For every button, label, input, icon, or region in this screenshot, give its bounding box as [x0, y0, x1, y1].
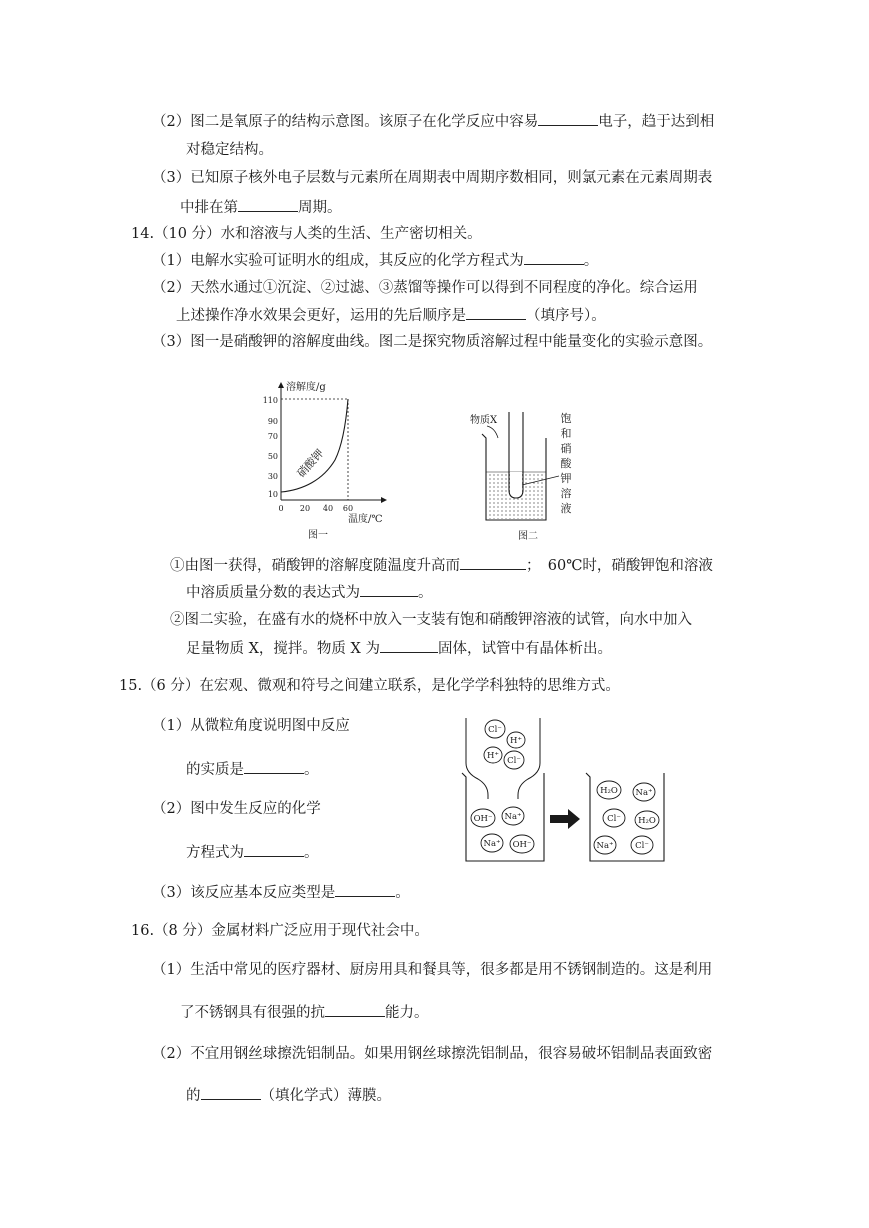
y-axis-label: 溶解度/g	[286, 382, 326, 393]
ion-label: H⁺	[510, 736, 522, 746]
figure-caption: 图二	[518, 531, 538, 542]
q15-part2-line2: 方程式为 。	[186, 845, 319, 861]
solution-label-char: 溶	[560, 487, 572, 500]
solution-label-char: 酸	[560, 457, 572, 470]
answer-blank[interactable]	[335, 883, 395, 897]
x-tick: 20	[299, 504, 311, 513]
ion-label: Cl⁻	[488, 725, 502, 735]
answer-blank[interactable]	[460, 556, 526, 570]
q16-part1-line1: （1）生活中常见的医疗器材、厨房用具和餐具等，很多都是用不锈钢制造的。这是利用	[152, 962, 713, 978]
x-axis-label: 温度/℃	[348, 514, 383, 525]
y-tick: 50	[267, 452, 278, 461]
answer-blank[interactable]	[244, 843, 304, 857]
ion-label: OH⁻	[473, 814, 493, 824]
q14-sub1-line2: 中溶质质量分数的表达式为 。	[186, 585, 433, 601]
solubility-curve-figure	[258, 378, 398, 543]
ion-label: H⁺	[487, 751, 499, 761]
answer-blank[interactable]	[360, 583, 418, 597]
tube-inner	[510, 472, 522, 496]
pointer-arrow	[487, 426, 498, 438]
q15-part1-line2: 的实质是 。	[186, 762, 319, 778]
q16-title: 16.（8 分）金属材料广泛应用于现代社会中。	[131, 923, 429, 939]
q15-part2-line1: （2）图中发生反应的化学	[152, 801, 321, 817]
x-tick: 40	[322, 504, 334, 513]
solution-label-char: 和	[560, 427, 572, 440]
solution-label-char: 硝	[560, 442, 572, 455]
q14-part1: （1）电解水实验可证明水的组成，其反应的化学方程式为 。	[152, 253, 599, 269]
answer-blank[interactable]	[238, 198, 298, 212]
q14-sub2-line1: ②图二实验，在盛有水的烧杯中放入一支装有饱和硝酸钾溶液的试管，向水中加入	[170, 612, 692, 628]
q14-title: 14.（10 分）水和溶液与人类的生活、生产密切相关。	[131, 226, 482, 242]
neutralization-particle-figure	[458, 715, 678, 865]
q14-part2-line1: （2）天然水通过①沉淀、②过滤、③蒸馏等操作可以得到不同程度的净化。综合运用	[152, 280, 698, 296]
q15-part3: （3）该反应基本反应类型是 。	[152, 885, 410, 901]
solution-label-char: 钾	[560, 472, 572, 485]
q16-part2-line2: 的 （填化学式）薄膜。	[186, 1088, 391, 1104]
answer-blank[interactable]	[538, 112, 598, 126]
curve-label: 硝酸钾	[294, 446, 327, 481]
solution-label-char: 液	[560, 502, 572, 515]
q14-part2-line2: 上述操作净水效果会更好，运用的先后顺序是 （填序号）。	[176, 308, 606, 324]
q16-part1-line2: 了不锈钢具有很强的抗 能力。	[180, 1005, 429, 1021]
answer-blank[interactable]	[325, 1003, 385, 1017]
answer-blank[interactable]	[524, 251, 584, 265]
solubility-curve	[281, 399, 348, 492]
solution-label-char: 饱	[560, 412, 572, 425]
q13-part3-line2: 中排在第 周期。	[180, 200, 342, 216]
ion-label: OH⁻	[512, 840, 532, 850]
ion-label: Cl⁻	[635, 841, 649, 851]
q15-title: 15.（6 分）在宏观、微观和符号之间建立联系，是化学学科独特的思维方式。	[119, 678, 620, 694]
q14-sub2-line2: 足量物质 X，搅拌。物质 X 为 固体，试管中有晶体析出。	[186, 641, 612, 657]
q13-part2-line2: 对稳定结构。	[186, 142, 273, 158]
y-tick: 90	[267, 417, 278, 426]
beaker-experiment-figure	[465, 410, 585, 545]
figure-caption: 图一	[308, 530, 328, 541]
ion-label: Cl⁻	[507, 756, 521, 766]
answer-blank[interactable]	[380, 639, 438, 653]
q16-part2-line1: （2）不宜用钢丝球擦洗铝制品。如果用钢丝球擦洗铝制品，很容易破坏铝制品表面致密	[152, 1046, 713, 1062]
answer-blank[interactable]	[244, 760, 304, 774]
molecule-label: H₂O	[638, 816, 656, 826]
ion-label: Na⁺	[596, 841, 614, 851]
answer-blank[interactable]	[201, 1086, 261, 1100]
q15-part1-line1: （1）从微粒角度说明图中反应	[152, 718, 350, 734]
q13-part3-line1: （3）已知原子核外电子层数与元素所在周期表中周期序数相同，则氯元素在元素周期表	[152, 170, 713, 186]
ion-label: Na⁺	[635, 788, 653, 798]
molecule-label: H₂O	[600, 786, 618, 796]
y-tick: 10	[267, 490, 278, 499]
x-tick: 60	[342, 504, 354, 513]
y-tick: 30	[267, 472, 278, 481]
y-tick: 70	[267, 432, 278, 441]
y-tick: 110	[262, 396, 278, 405]
substance-x-label: 物质X	[470, 415, 498, 426]
ion-label: Na⁺	[504, 812, 522, 822]
answer-blank[interactable]	[466, 306, 526, 320]
q14-sub1-line1: ①由图一获得，硝酸钾的溶解度随温度升高而 ； 60℃时，硝酸钾饱和溶液	[170, 558, 713, 574]
reaction-arrow	[550, 809, 580, 829]
q13-part2-line1: （2）图二是氧原子的结构示意图。该原子在化学反应中容易 电子，趋于达到相	[152, 114, 715, 130]
x-tick: 0	[278, 504, 284, 513]
ion-label: Na⁺	[483, 839, 501, 849]
ion-label: Cl⁻	[607, 814, 621, 824]
q14-part3: （3）图一是硝酸钾的溶解度曲线。图二是探究物质溶解过程中能量变化的实验示意图。	[152, 334, 713, 350]
